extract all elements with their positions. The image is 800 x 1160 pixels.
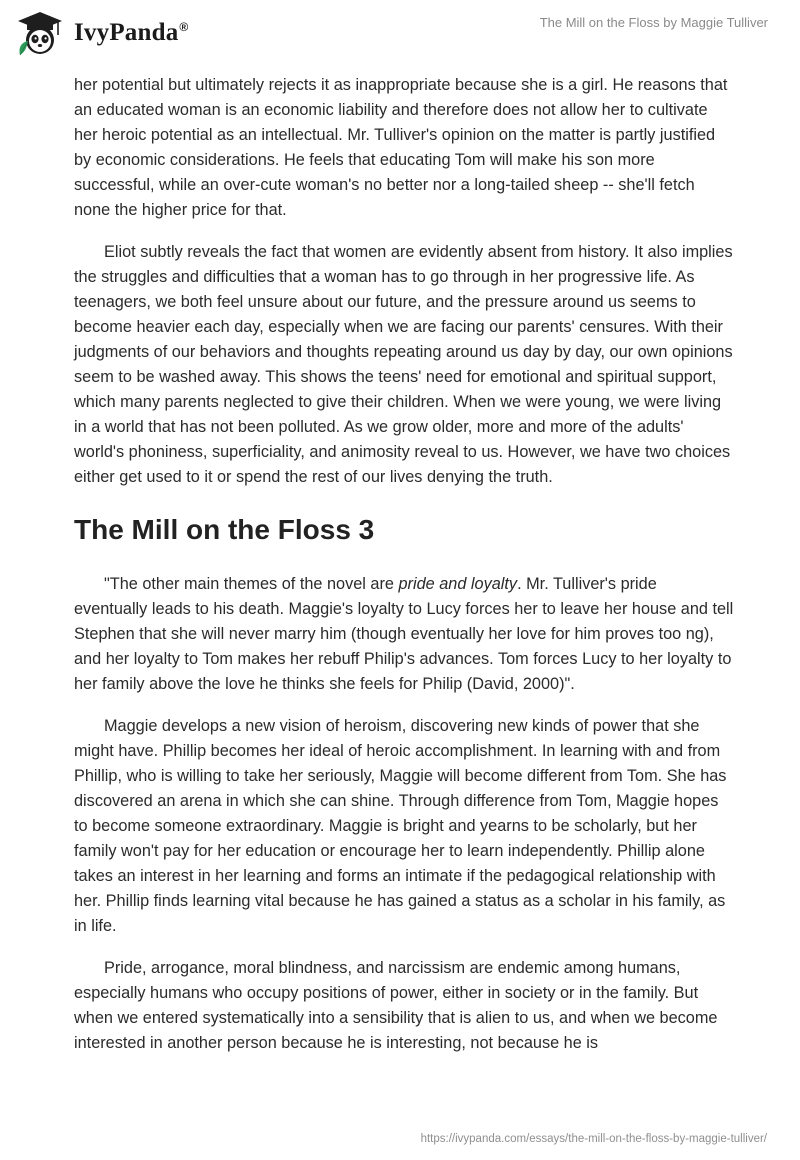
paragraph-5: Pride, arrogance, moral blindness, and narcissism are endemic among humans, especially humans who occupy positions of power, either in society or in the family. But when we entered systematically into a sensibility that is alien to us, and when we become interested in another person because he is interesting, not because he is bbox=[74, 959, 718, 1052]
paragraph-3-text-after: . Mr. Tulliver's pride eventually leads to his death. Maggie's loyalty to Lucy forces her to leave her house and tell Stephen that she will never marry him (though eventually her love for him proves too ng), and her loyalty to Tom makes her rebuff Philip's advances. Tom forces Lucy to her loyalty to her family above the love he thinks she feels for Philip (David, 2000)". bbox=[74, 575, 734, 693]
paragraph-3-italic: pride and loyalty bbox=[398, 575, 518, 593]
paragraph-1: her potential but ultimately rejects it as inappropriate because she is a girl. He reasons that an educated woman is an economic liability and therefore does not allow her to cultivate her heroic potential as an intellectual. Mr. Tulliver's opinion on the matter is partly justified by economic considerations. He feels that educating Tom will make his son more successful, while an over-cute woman's no better nor a long-tailed sheep -- she'll fetch none the higher price for that. bbox=[74, 76, 728, 219]
essay-content bbox=[74, 73, 734, 1073]
paragraph-2: Eliot subtly reveals the fact that women are evidently absent from history. It also implies the struggles and difficulties that a woman has to go through in her progressive life. As teenagers, we both feel unsure about our future, and the pressure around us seems to become heavier each day, especially when we are facing our parents' censures. With their judgments of our behaviors and thoughts repeating around us day by day, our own opinions seem to be washed away. This shows the teens' need for emotional and spiritual support, which many parents neglected to give their children. When we were young, we were living in a world that has not been polluted. As we grow older, more and more of the adults' world's phoniness, superficiality, and animosity reveal to us. However, we have two choices either get used to it or spend the rest of our lives denying the truth. bbox=[74, 243, 733, 486]
paragraph-3 bbox=[74, 572, 734, 697]
page-heading: The Mill on the Floss by Maggie Tulliver bbox=[539, 15, 768, 30]
section-title: The Mill on the Floss 3 bbox=[74, 514, 375, 545]
ivypanda-logo[interactable] bbox=[14, 7, 188, 59]
page-header bbox=[0, 0, 800, 70]
footer-url[interactable]: https://ivypanda.com/essays/the-mill-on-the-floss-by-maggie-tulliver/ bbox=[420, 1133, 767, 1145]
logo-wordmark: IvyPanda® bbox=[74, 19, 189, 46]
paragraph-4: Maggie develops a new vision of heroism, discovering new kinds of power that she might have. Phillip becomes her ideal of heroic accomplishment. In learning with and from Phillip, who is willing to take her seriously, Maggie will become different from Tom. She has discovered an arena in which she can shine. Through difference from Tom, Maggie hopes to become someone extraordinary. Maggie is bright and yearns to be scholarly, but her family won't pay for her education or encourage her to learn independently. Phillip alone takes an interest in her learning and forms an intimate if the pedagogical relationship with her. Phillip finds learning vital because he has gained a status as a scholar in his family, as in life. bbox=[74, 717, 727, 935]
paragraph-3-text-before: "The other main themes of the novel are bbox=[104, 575, 399, 593]
panda-graduation-cap-icon bbox=[14, 7, 66, 59]
